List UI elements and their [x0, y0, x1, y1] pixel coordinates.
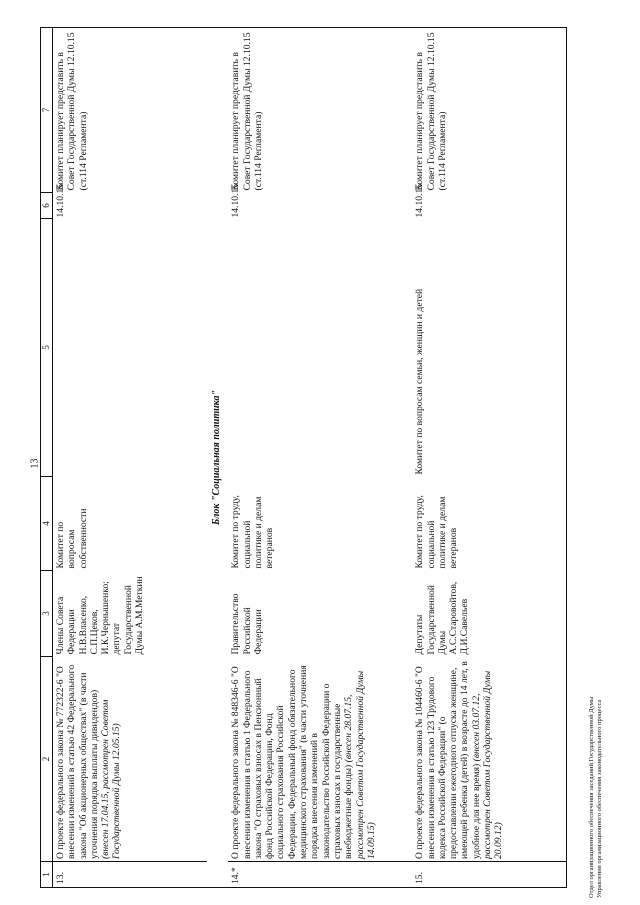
- column-header-2: 2: [41, 657, 53, 862]
- page-number: 13: [29, 458, 41, 468]
- column-number-row: [41, 28, 53, 888]
- column-header-4: 4: [41, 477, 53, 571]
- bill-authors: Члены Совета Федерации Н.В.Власенко, С.П.Цеков, И.К.Чернышенко; депутат Государственной Думы А.М.Меткин: [55, 576, 146, 655]
- footer-line-2: Управления организационного обеспечения законодательного процесса: [596, 699, 603, 898]
- column-header-6: 6: [41, 193, 53, 219]
- review-date: 14.10.15: [55, 183, 66, 218]
- legislation-table: [40, 27, 567, 888]
- row-number: 15.: [412, 862, 567, 888]
- bill-introduced: (внесен 28.07.15, рассмотрен Советом Государственной Думы 14.09.15): [343, 670, 377, 859]
- committee-note: Комитет планирует представить в Совет Государственной Думы 12.10.15 (ст.114 Регламента): [53, 28, 208, 193]
- bill-title: О проекте федерального закона № 848346-6 "О внесении изменения в статью 1 Федерального закона "О страховых взносах в Пенсионный фонд Российской Федерации, Фонд социального страхования Российской Федерации, Федеральный фонд обязательного медицинского страхования" (в части уточнения порядка внесения изменений в законодательство Российской Федерации о страховых взносах в государственные внебюджетные фонды): [230, 665, 355, 859]
- responsible-committee: Комитет по труду, социальной политике и делам ветеранов: [230, 495, 276, 569]
- table-row: [412, 28, 567, 888]
- column-header-5: 5: [41, 219, 53, 477]
- bill-title: О проекте федерального закона № 104460-6 "О внесении изменения в статью 123 Трудового кодекса Российской Федерации" (о предоставлении ежегодного отпуска женщине, имеющей ребенка (детей) в возрасте до 14 лет, в удобное для нее время): [414, 661, 482, 859]
- bill-introduced: (внесен 03.07.12, рассмотрен Советом Государственной Думы 20.09.12): [470, 670, 505, 859]
- block-heading-row: [207, 28, 228, 888]
- review-date: 14.10.15: [230, 183, 242, 218]
- bill-description: [228, 657, 412, 862]
- committee-note: Комитет планирует представить в Совет Государственной Думы 12.10.15 (ст.114 Регламента): [228, 28, 412, 193]
- bill-description: [412, 657, 567, 862]
- block-title: Блок "Социальная политика": [207, 28, 228, 888]
- row-number: 14.*: [228, 862, 412, 888]
- bill-introduced: (внесен 17.04.15, рассмотрен Советом Государственной Думы 12.05.15): [100, 699, 123, 859]
- bill-authors: Депутаты Государственной Думы А.С.Старовойтов, Д.И.Савельев: [412, 571, 567, 657]
- column-header-3: 3: [41, 571, 53, 657]
- bill-description: [53, 657, 208, 862]
- footer: [588, 578, 628, 898]
- footer-line-1: Отдел организационного обеспечения заседаний Государственной Думы: [588, 696, 595, 898]
- bill-authors: Правительство Российской Федерации: [230, 593, 264, 655]
- responsible-committee: Комитет по труду, социальной политике и делам ветеранов: [412, 477, 567, 571]
- review-date: 14.10.15: [412, 193, 567, 219]
- column-header-1: 1: [41, 862, 53, 888]
- column-header-7: 7: [41, 28, 53, 193]
- rotated-page-content: [40, 28, 585, 888]
- co-committee: [53, 219, 208, 477]
- bill-title: О проекте федерального закона № 772322-6 "О внесении изменений в статью 42 Федерального закона "Об акционерных обществах" (в части уточнения порядка выплаты дивидендов): [55, 664, 100, 859]
- co-committee: Комитет по вопросам семьи, женщин и детей: [412, 219, 567, 477]
- co-committee: [228, 219, 412, 477]
- responsible-committee: Комитет по вопросам собственности: [55, 508, 89, 569]
- row-number: 13.: [53, 862, 208, 888]
- table-row: [53, 28, 208, 888]
- table-row: [228, 28, 412, 888]
- committee-note: Комитет планирует представить в Совет Государственной Думы 12.10.15 (ст.114 Регламента): [412, 28, 567, 193]
